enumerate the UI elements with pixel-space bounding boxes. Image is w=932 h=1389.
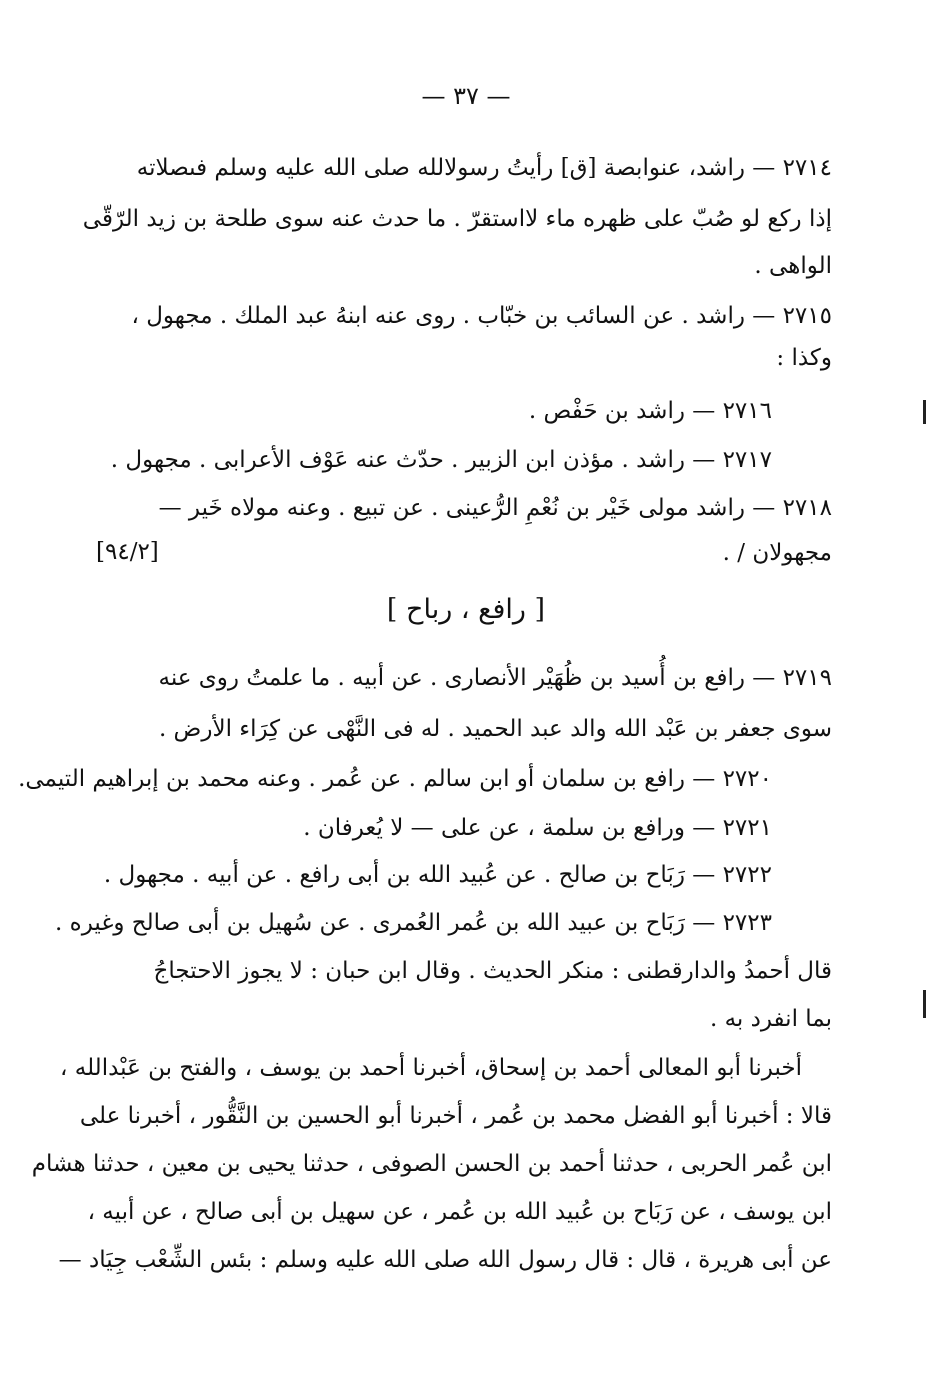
manuscript-folio-reference: [٩٤/٢] [96, 539, 159, 565]
entry-2714-line-2: إذا ركع لو صُبّ على ظهره ماء لااستقرّ . ما حدث عنه سوى طلحة بن زيد الرّقّى [82, 206, 832, 232]
entry-2714-line-3: الواهى . [754, 253, 832, 279]
scan-edge-mark [923, 990, 926, 1018]
isnad-line-1: أخبرنا أبو المعالى أحمد بن إسحاق، أخبرنا أحمد بن يوسف ، والفتح بن عَبْدالله ، [60, 1055, 802, 1081]
entry-2723-line-2: قال أحمدُ والدارقطنى : منكر الحديث . وقال ابن حبان : لا يجوز الاحتجاجُ [153, 958, 832, 984]
entry-2714-line-1: ٢٧١٤ — راشد، عنوابصة [ق] رأيتُ رسولالله صلى الله عليه وسلم فىصلاته [136, 155, 832, 181]
entry-2715-line-2: وكذا : [776, 345, 832, 371]
entry-2722-line-1: ٢٧٢٢ — رَبَاح بن صالح . عن عُبيد الله بن أبى رافع . عن أبيه . مجهول . [103, 862, 772, 888]
entry-2723-line-1: ٢٧٢٣ — رَبَاح بن عبيد الله بن عُمر العُمرى . عن سُهيل بن أبى صالح وغيره . [55, 910, 772, 936]
scan-edge-mark [923, 400, 926, 424]
isnad-line-2: قالا : أخبرنا أبو الفضل محمد بن عُمر ، أخبرنا أبو الحسين بن النَّقُّور ، أخبرنا على [79, 1103, 832, 1129]
page-number: — ٣٧ — [421, 82, 511, 110]
entry-2716-line-1: ٢٧١٦ — راشد بن حَفْص . [528, 398, 772, 424]
entry-2723-line-3: بما انفرد به . [709, 1006, 832, 1032]
entry-2720-line-1: ٢٧٢٠ — رافع بن سلمان أو ابن سالم . عن عُمر . وعنه محمد بن إبراهيم التيمى. [18, 766, 772, 792]
entry-2721-line-1: ٢٧٢١ — ورافع بن سلمة ، عن على — لا يُعرفان . [303, 815, 772, 841]
section-heading: [ رافع ، رباح ] [386, 594, 546, 625]
entry-2717-line-1: ٢٧١٧ — راشد . مؤذن ابن الزبير . حدّث عنه عَوْف الأعرابى . مجهول . [110, 447, 772, 473]
entry-2715-line-1: ٢٧١٥ — راشد . عن السائب بن خبّاب . روى عنه ابنهُ عبد الملك . مجهول ، [131, 303, 832, 329]
isnad-line-4: ابن يوسف ، عن رَبَاح بن عُبيد الله بن عُمر ، عن سهيل بن أبى صالح ، عن أبيه ، [87, 1199, 832, 1225]
entry-2718-line-1: ٢٧١٨ — راشد مولى خَيْر بن نُعْمِ الرُّعينى . عن تبيع . وعنه مولاه خَير — [158, 495, 832, 521]
isnad-line-3: ابن عُمر الحربى ، حدثنا أحمد بن الحسن الصوفى ، حدثنا يحيى بن معين ، حدثنا هشام [31, 1151, 832, 1177]
entry-2719-line-1: ٢٧١٩ — رافع بن أُسيد بن ظُهَيْر الأنصارى . عن أبيه . ما علمتُ روى عنه [158, 665, 832, 691]
entry-2719-line-2: سوى جعفر بن عَبْد الله والد عبد الحميد . له فى النَّهْى عن كِرَاء الأرض . [158, 716, 832, 742]
entry-2718-line-2: مجهولان / . [722, 540, 832, 566]
isnad-line-5: عن أبى هريرة ، قال : قال رسول الله صلى الله عليه وسلم : بئس الشِّعْب جِيَاد — [58, 1247, 832, 1273]
